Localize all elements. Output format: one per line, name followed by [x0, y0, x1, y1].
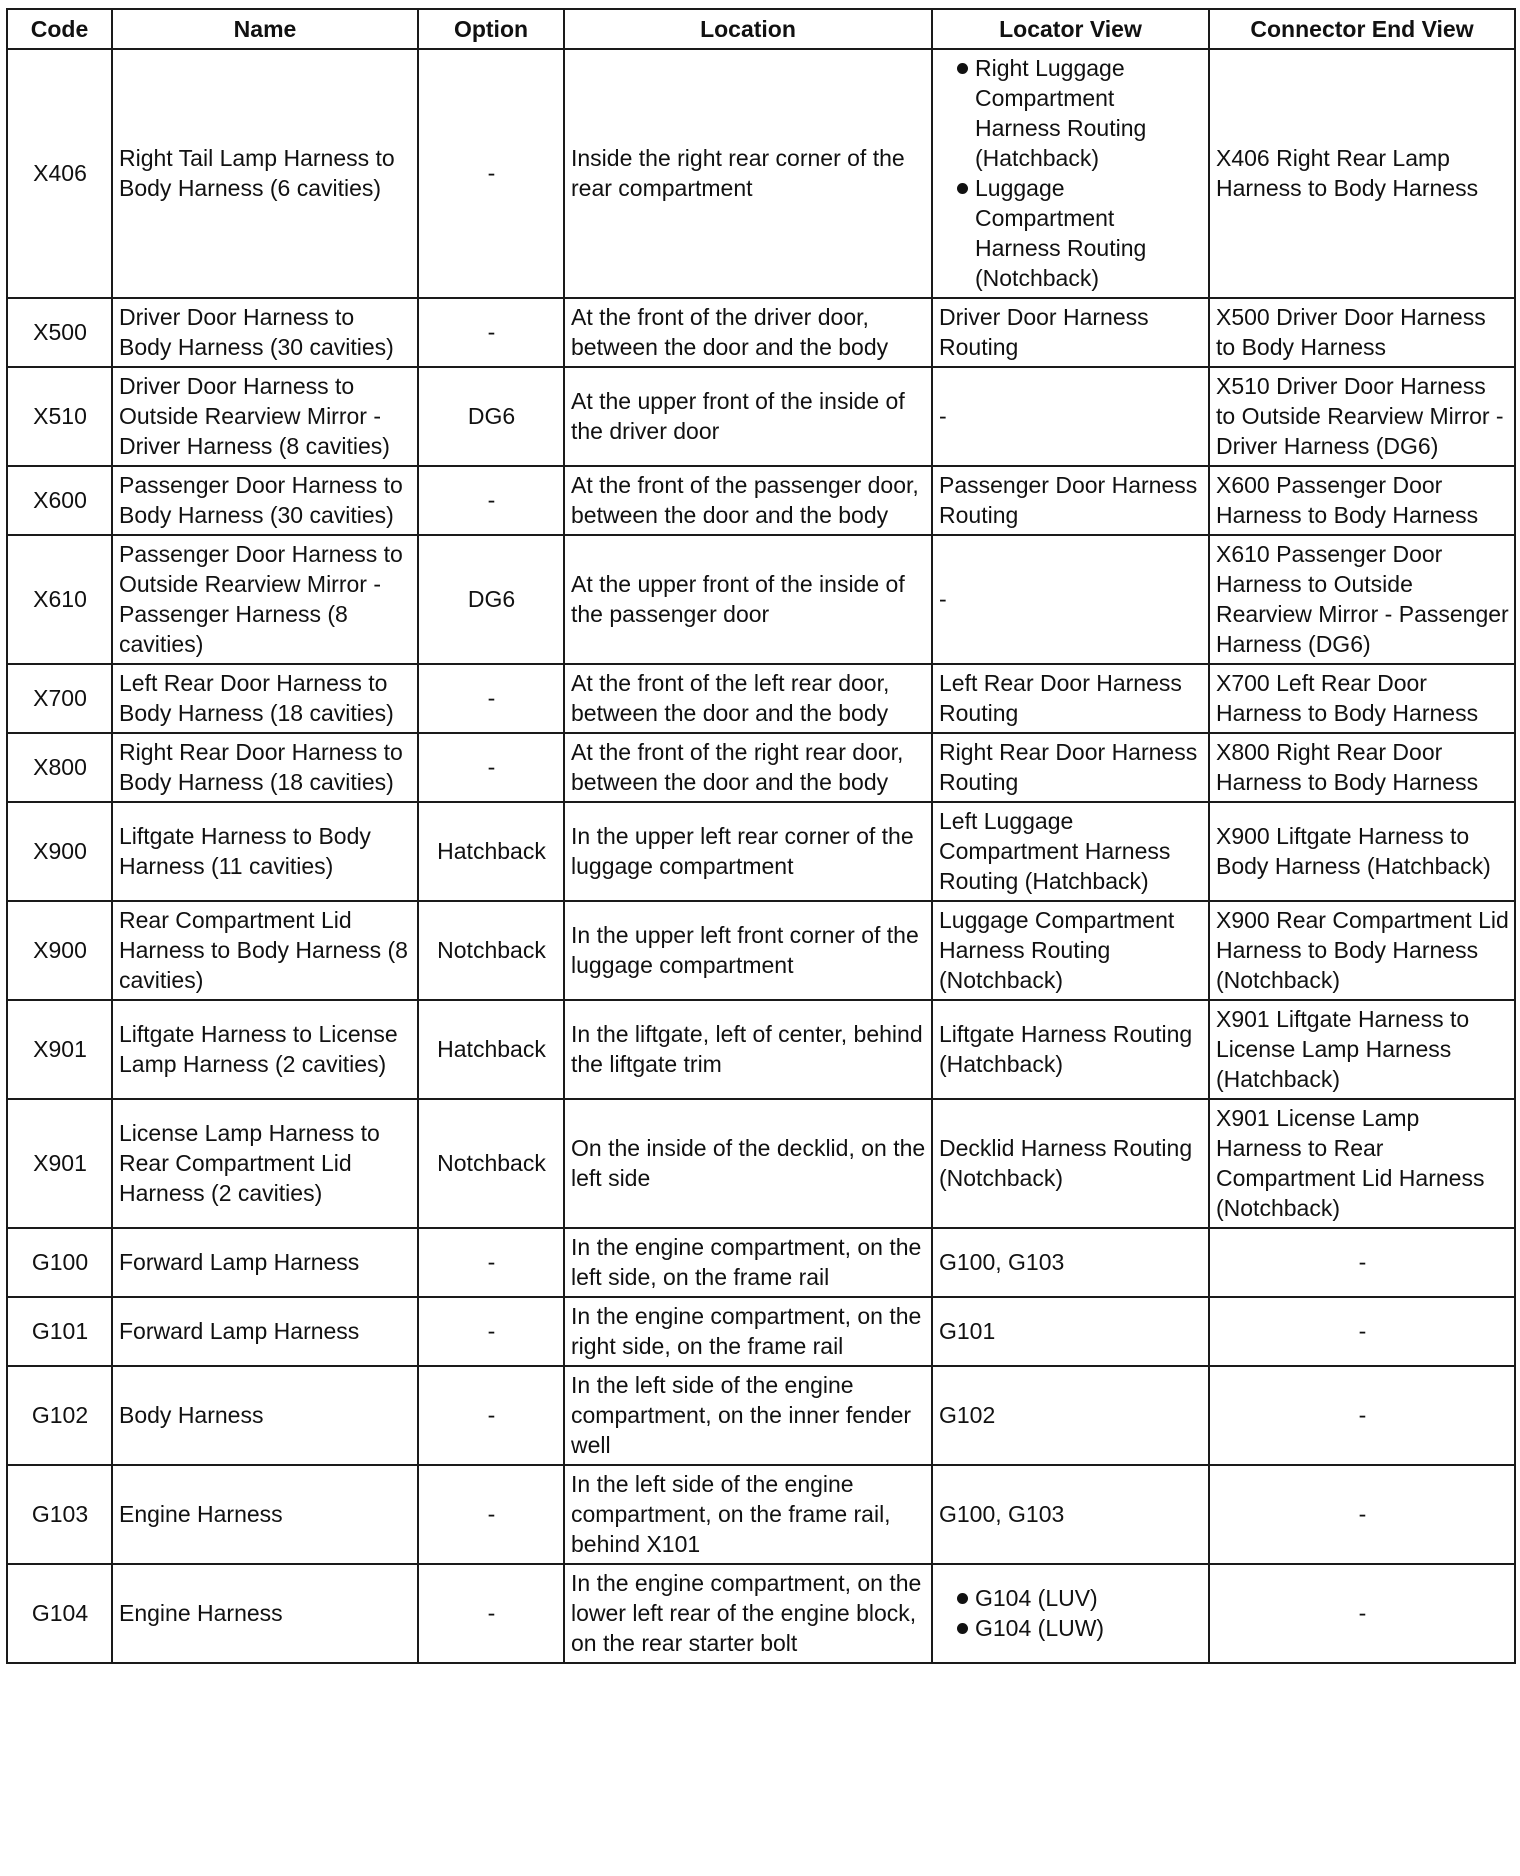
- cell-name: Left Rear Door Harness to Body Harness (18 cavities): [112, 664, 418, 733]
- cell-name: Liftgate Harness to License Lamp Harness (2 cavities): [112, 1000, 418, 1099]
- header-option: Option: [418, 9, 564, 49]
- cell-connector-end-view: -: [1209, 1297, 1515, 1366]
- cell-code: G101: [7, 1297, 112, 1366]
- cell-code: G104: [7, 1564, 112, 1663]
- cell-locator-view: Driver Door Harness Routing: [932, 298, 1209, 367]
- connector-table-page: [6, 8, 1514, 1664]
- locator-view-item: Luggage Compartment Harness Routing (Notchback): [939, 173, 1203, 293]
- table-row: [7, 367, 1515, 466]
- cell-code: X406: [7, 49, 112, 298]
- cell-locator-view: G102: [932, 1366, 1209, 1465]
- table-row: [7, 1297, 1515, 1366]
- cell-connector-end-view: X800 Right Rear Door Harness to Body Harness: [1209, 733, 1515, 802]
- cell-connector-end-view: X500 Driver Door Harness to Body Harness: [1209, 298, 1515, 367]
- locator-view-list: [939, 1583, 1203, 1643]
- table-row: [7, 802, 1515, 901]
- cell-locator-view: Decklid Harness Routing (Notchback): [932, 1099, 1209, 1228]
- cell-locator-view: -: [932, 535, 1209, 664]
- cell-locator-view: Luggage Compartment Harness Routing (Notchback): [932, 901, 1209, 1000]
- cell-option: -: [418, 1297, 564, 1366]
- cell-locator-view: Liftgate Harness Routing (Hatchback): [932, 1000, 1209, 1099]
- cell-code: X800: [7, 733, 112, 802]
- cell-location: At the front of the left rear door, between the door and the body: [564, 664, 932, 733]
- cell-code: G102: [7, 1366, 112, 1465]
- cell-connector-end-view: X510 Driver Door Harness to Outside Rearview Mirror - Driver Harness (DG6): [1209, 367, 1515, 466]
- cell-locator-view: [932, 1564, 1209, 1663]
- cell-option: -: [418, 1465, 564, 1564]
- cell-code: X900: [7, 901, 112, 1000]
- cell-connector-end-view: X406 Right Rear Lamp Harness to Body Harness: [1209, 49, 1515, 298]
- cell-locator-view: -: [932, 367, 1209, 466]
- cell-option: -: [418, 1228, 564, 1297]
- cell-locator-view: G100, G103: [932, 1228, 1209, 1297]
- header-row: [7, 9, 1515, 49]
- cell-connector-end-view: X900 Liftgate Harness to Body Harness (Hatchback): [1209, 802, 1515, 901]
- locator-view-item: G104 (LUV): [939, 1583, 1203, 1613]
- cell-name: Engine Harness: [112, 1564, 418, 1663]
- locator-view-list: [939, 53, 1203, 293]
- cell-connector-end-view: X610 Passenger Door Harness to Outside Rearview Mirror - Passenger Harness (DG6): [1209, 535, 1515, 664]
- cell-locator-view: Left Rear Door Harness Routing: [932, 664, 1209, 733]
- cell-option: -: [418, 664, 564, 733]
- table-row: [7, 1000, 1515, 1099]
- cell-option: -: [418, 1366, 564, 1465]
- cell-connector-end-view: -: [1209, 1228, 1515, 1297]
- cell-location: Inside the right rear corner of the rear compartment: [564, 49, 932, 298]
- cell-option: Notchback: [418, 1099, 564, 1228]
- cell-connector-end-view: X600 Passenger Door Harness to Body Harness: [1209, 466, 1515, 535]
- cell-code: X510: [7, 367, 112, 466]
- cell-name: Body Harness: [112, 1366, 418, 1465]
- header-connector-end-view: Connector End View: [1209, 9, 1515, 49]
- cell-name: Right Tail Lamp Harness to Body Harness (6 cavities): [112, 49, 418, 298]
- cell-code: X901: [7, 1000, 112, 1099]
- cell-location: At the upper front of the inside of the driver door: [564, 367, 932, 466]
- cell-option: Notchback: [418, 901, 564, 1000]
- cell-location: At the front of the passenger door, between the door and the body: [564, 466, 932, 535]
- header-name: Name: [112, 9, 418, 49]
- cell-name: Engine Harness: [112, 1465, 418, 1564]
- cell-name: Right Rear Door Harness to Body Harness (18 cavities): [112, 733, 418, 802]
- cell-option: Hatchback: [418, 802, 564, 901]
- header-code: Code: [7, 9, 112, 49]
- cell-location: At the front of the driver door, between the door and the body: [564, 298, 932, 367]
- cell-name: Passenger Door Harness to Outside Rearview Mirror - Passenger Harness (8 cavities): [112, 535, 418, 664]
- cell-locator-view: [932, 49, 1209, 298]
- cell-connector-end-view: -: [1209, 1564, 1515, 1663]
- cell-option: DG6: [418, 367, 564, 466]
- cell-connector-end-view: X901 Liftgate Harness to License Lamp Harness (Hatchback): [1209, 1000, 1515, 1099]
- cell-connector-end-view: X700 Left Rear Door Harness to Body Harness: [1209, 664, 1515, 733]
- cell-code: X500: [7, 298, 112, 367]
- cell-name: Passenger Door Harness to Body Harness (30 cavities): [112, 466, 418, 535]
- cell-name: Forward Lamp Harness: [112, 1228, 418, 1297]
- table-row: [7, 298, 1515, 367]
- cell-location: In the upper left front corner of the luggage compartment: [564, 901, 932, 1000]
- cell-location: In the engine compartment, on the left side, on the frame rail: [564, 1228, 932, 1297]
- table-row: [7, 664, 1515, 733]
- cell-location: In the engine compartment, on the right side, on the frame rail: [564, 1297, 932, 1366]
- cell-locator-view: Left Luggage Compartment Harness Routing (Hatchback): [932, 802, 1209, 901]
- cell-location: In the engine compartment, on the lower left rear of the engine block, on the rear starter bolt: [564, 1564, 932, 1663]
- cell-location: At the front of the right rear door, between the door and the body: [564, 733, 932, 802]
- cell-name: Driver Door Harness to Body Harness (30 cavities): [112, 298, 418, 367]
- cell-option: -: [418, 466, 564, 535]
- cell-connector-end-view: -: [1209, 1465, 1515, 1564]
- cell-option: DG6: [418, 535, 564, 664]
- cell-name: Forward Lamp Harness: [112, 1297, 418, 1366]
- cell-locator-view: G101: [932, 1297, 1209, 1366]
- cell-name: Driver Door Harness to Outside Rearview Mirror - Driver Harness (8 cavities): [112, 367, 418, 466]
- table-row: [7, 733, 1515, 802]
- table-row: [7, 1564, 1515, 1663]
- cell-location: In the left side of the engine compartment, on the frame rail, behind X101: [564, 1465, 932, 1564]
- table-row: [7, 1366, 1515, 1465]
- table-row: [7, 1099, 1515, 1228]
- header-locator-view: Locator View: [932, 9, 1209, 49]
- cell-option: -: [418, 1564, 564, 1663]
- cell-name: Rear Compartment Lid Harness to Body Harness (8 cavities): [112, 901, 418, 1000]
- cell-location: On the inside of the decklid, on the left side: [564, 1099, 932, 1228]
- cell-locator-view: G100, G103: [932, 1465, 1209, 1564]
- cell-name: Liftgate Harness to Body Harness (11 cavities): [112, 802, 418, 901]
- cell-code: X700: [7, 664, 112, 733]
- cell-location: In the left side of the engine compartment, on the inner fender well: [564, 1366, 932, 1465]
- locator-view-item: Right Luggage Compartment Harness Routing (Hatchback): [939, 53, 1203, 173]
- cell-locator-view: Right Rear Door Harness Routing: [932, 733, 1209, 802]
- cell-option: -: [418, 733, 564, 802]
- table-row: [7, 1228, 1515, 1297]
- table-row: [7, 466, 1515, 535]
- cell-location: At the upper front of the inside of the passenger door: [564, 535, 932, 664]
- table-row: [7, 535, 1515, 664]
- cell-code: X901: [7, 1099, 112, 1228]
- table-body: [7, 49, 1515, 1663]
- table-row: [7, 49, 1515, 298]
- cell-code: G103: [7, 1465, 112, 1564]
- cell-option: Hatchback: [418, 1000, 564, 1099]
- cell-location: In the upper left rear corner of the luggage compartment: [564, 802, 932, 901]
- cell-code: X600: [7, 466, 112, 535]
- connector-table: [6, 8, 1516, 1664]
- table-row: [7, 1465, 1515, 1564]
- cell-locator-view: Passenger Door Harness Routing: [932, 466, 1209, 535]
- cell-connector-end-view: -: [1209, 1366, 1515, 1465]
- header-location: Location: [564, 9, 932, 49]
- cell-connector-end-view: X900 Rear Compartment Lid Harness to Body Harness (Notchback): [1209, 901, 1515, 1000]
- cell-code: X900: [7, 802, 112, 901]
- cell-code: G100: [7, 1228, 112, 1297]
- cell-connector-end-view: X901 License Lamp Harness to Rear Compartment Lid Harness (Notchback): [1209, 1099, 1515, 1228]
- table-row: [7, 901, 1515, 1000]
- cell-option: -: [418, 298, 564, 367]
- cell-name: License Lamp Harness to Rear Compartment Lid Harness (2 cavities): [112, 1099, 418, 1228]
- cell-code: X610: [7, 535, 112, 664]
- cell-location: In the liftgate, left of center, behind the liftgate trim: [564, 1000, 932, 1099]
- cell-option: -: [418, 49, 564, 298]
- locator-view-item: G104 (LUW): [939, 1613, 1203, 1643]
